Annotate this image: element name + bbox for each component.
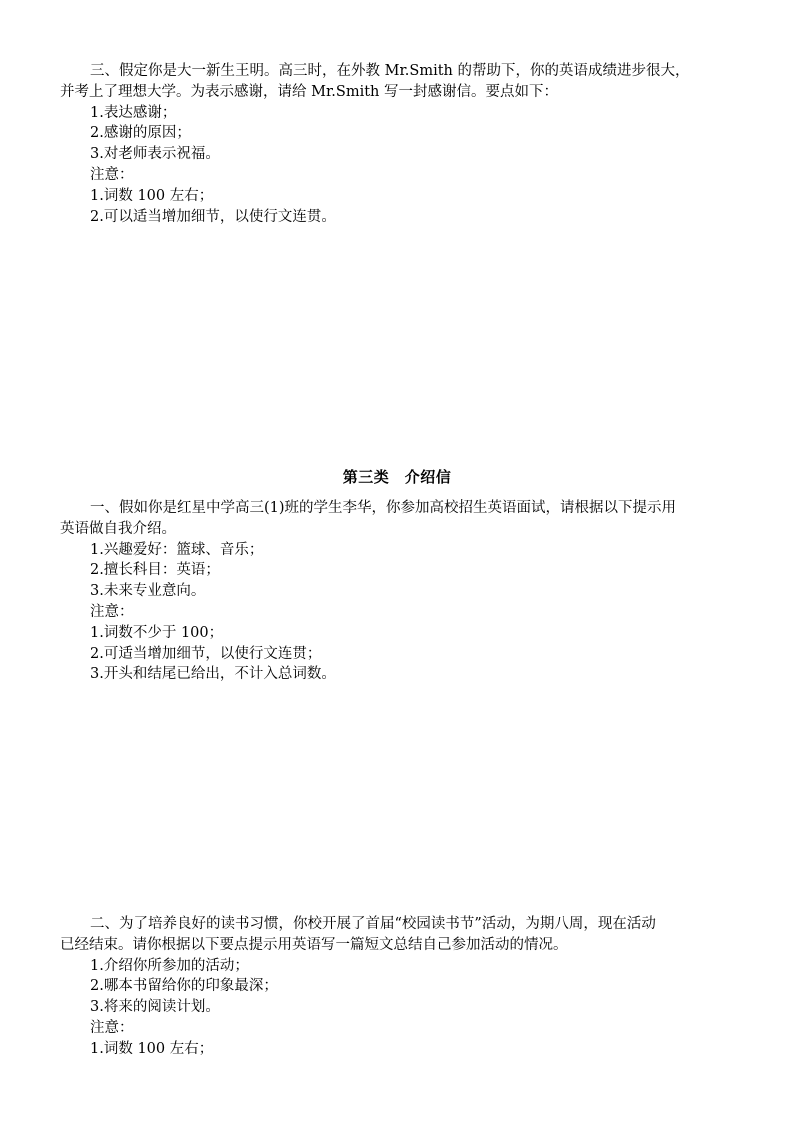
notes-label: 注意： [90,1019,134,1036]
category-heading: 第三类 介绍信 [342,468,452,486]
notes-label: 注意： [90,603,134,620]
requirement-item: 3.未来专业意向。 [90,583,206,600]
prompt-intro-line: 三、假定你是大一新生王明。高三时，在外教 Mr.Smith 的帮助下，你的英语成绩进步很大， [90,63,690,79]
note-item: 1.词数 100 左右； [90,1040,214,1057]
prompt-intro-line: 一、假如你是红星中学高三(1)班的学生李华，你参加高校招生英语面试，请根据以下提示用 [90,500,677,516]
requirement-item: 2.感谢的原因； [90,125,191,142]
prompt-self-introduction [60,498,740,685]
requirement-item: 3.将来的阅读计划。 [90,999,220,1016]
prompt-intro-line: 二、为了培养良好的读书习惯，你校开展了首届“校园读书节”活动，为期八周，现在活动 [90,916,656,932]
prompt-thank-you-letter [60,61,740,227]
requirement-item: 1.兴趣爱好：篮球、音乐； [90,541,264,558]
note-item: 3.开头和结尾已给出，不计入总词数。 [90,666,336,683]
requirement-item: 1.表达感谢； [90,104,177,121]
note-item: 1.词数不少于 100； [90,624,224,641]
note-item: 2.可以适当增加细节，以使行文连贯。 [90,208,336,225]
prompt-intro-line: 已经结束。请你根据以下要点提示用英语写一篇短文总结自己参加活动的情况。 [60,936,568,953]
prompt-reading-festival [60,914,740,1060]
requirement-item: 1.介绍你所参加的活动； [90,957,249,974]
note-item: 2.可适当增加细节，以使行文连贯； [90,645,322,662]
prompt-intro-line: 英语做自我介绍。 [60,520,176,537]
note-item: 1.词数 100 左右； [90,187,214,204]
requirement-item: 2.哪本书留给你的印象最深； [90,978,278,995]
requirement-item: 3.对老师表示祝福。 [90,146,220,163]
requirement-item: 2.擅长科目：英语； [90,562,220,579]
prompt-intro-line: 并考上了理想大学。为表示感谢，请给 Mr.Smith 写一封感谢信。要点如下： [60,83,558,100]
notes-label: 注意： [90,166,134,183]
